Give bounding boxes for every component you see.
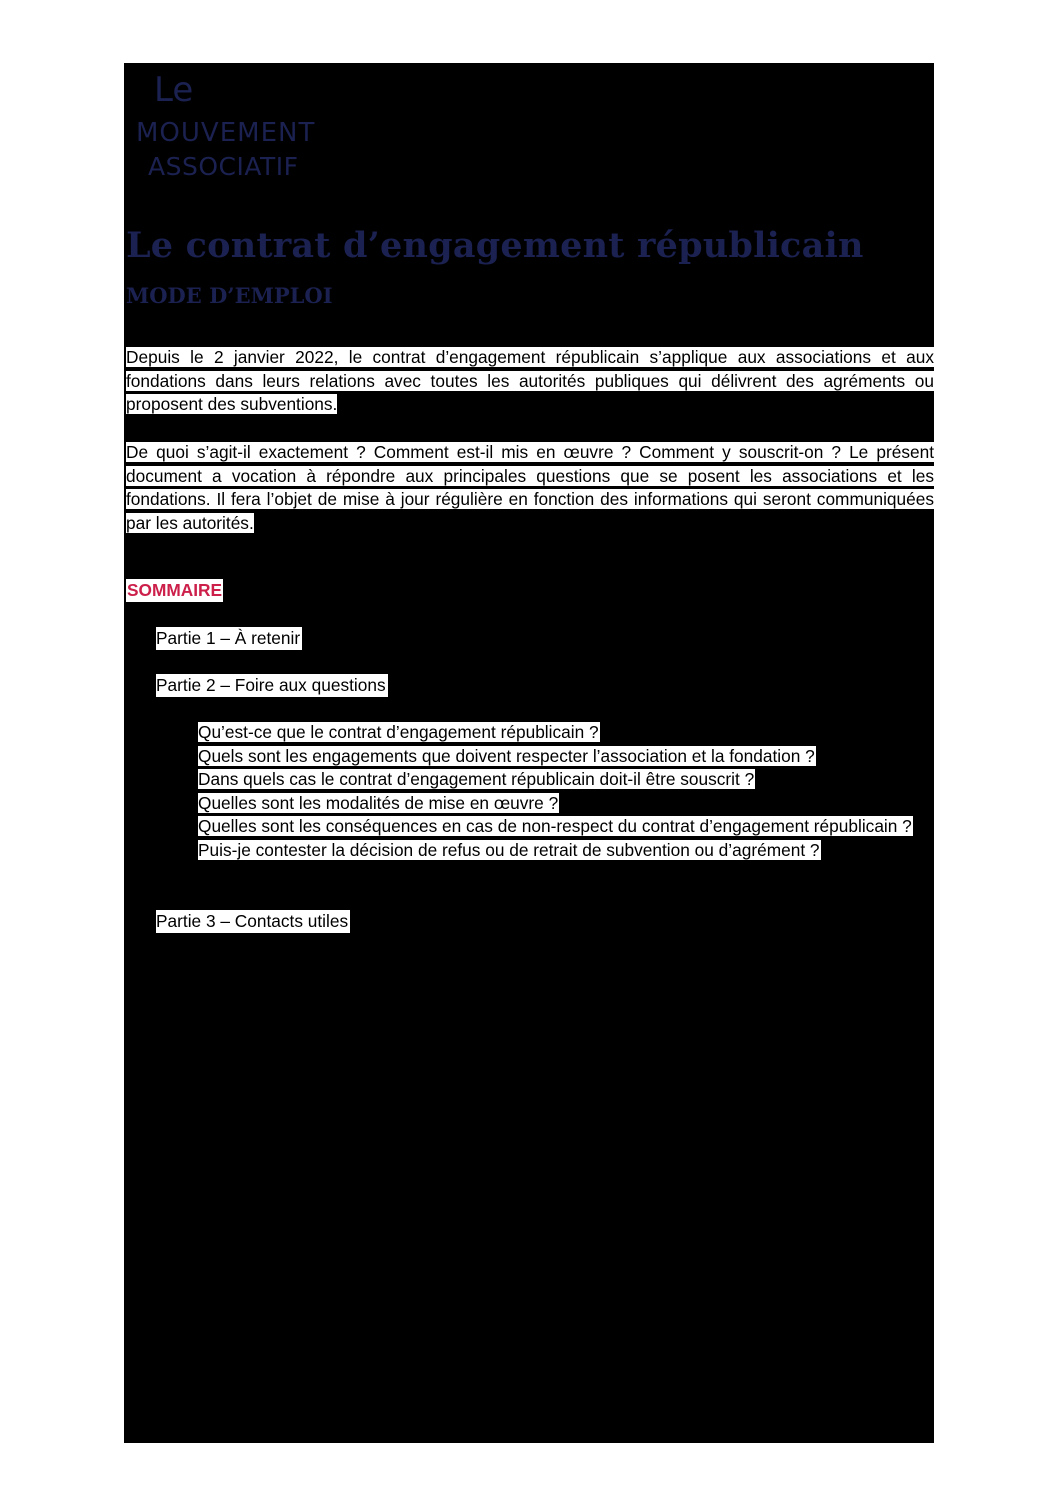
intro-paragraph-2-text: De quoi s’agit-il exactement ? Comment est-il mis en œuvre ? Comment y souscrit-on ? Le présent document a vocation à répondre aux principales questions que se posent les associations et les fondations. Il fera l’objet de mise à jour régulière en fonction des informations qui seront communiquées par les autorités. [126,442,934,533]
faq-question-text: Quels sont les engagements que doivent respecter l’association et la fondation ? [198,745,815,766]
document-page [124,63,934,1443]
faq-question-text: Dans quels cas le contrat d’engagement républicain doit-il être souscrit ? [198,769,755,790]
faq-question-text: Puis-je contester la décision de refus ou de retrait de subvention ou d’agrément ? [198,839,820,860]
intro-paragraph-1 [126,346,934,417]
faq-question-item[interactable] [198,839,934,863]
faq-question-text: Quelles sont les conséquences en cas de non-respect du contrat d’engagement républicain ? [198,816,912,837]
faq-question-text: Quelles sont les modalités de mise en œuvre ? [198,792,559,813]
sommaire-heading: SOMMAIRE [127,580,223,600]
faq-question-text: Qu’est-ce que le contrat d’engagement républicain ? [198,722,599,742]
document-subtitle: MODE D’EMPLOI [126,283,333,308]
intro-paragraph-1-text: Depuis le 2 janvier 2022, le contrat d’engagement républicain s’applique aux associations et aux fondations dans leurs relations avec toutes les autorités publiques qui délivrent des agréments ou proposent des subventions. [126,347,934,415]
logo-line-mouvement: MOUVEMENT [136,118,316,148]
logo-line-le: Le [154,70,194,110]
faq-question-item[interactable] [198,721,934,745]
logo-line-associatif: ASSOCIATIF [148,152,299,181]
document-title: Le contrat d’engagement républicain [126,225,864,266]
toc-item-partie-1[interactable]: Partie 1 – À retenir [156,628,301,648]
faq-question-item[interactable] [198,815,934,839]
faq-question-list [198,721,934,863]
mouvement-associatif-logo [132,63,362,183]
faq-question-item[interactable] [198,768,934,792]
toc-item-partie-3[interactable]: Partie 3 – Contacts utiles [156,911,349,931]
faq-question-item[interactable] [198,745,934,769]
faq-question-item[interactable] [198,792,934,816]
intro-paragraph-2 [126,441,934,535]
toc-item-partie-2[interactable]: Partie 2 – Foire aux questions [156,675,386,695]
